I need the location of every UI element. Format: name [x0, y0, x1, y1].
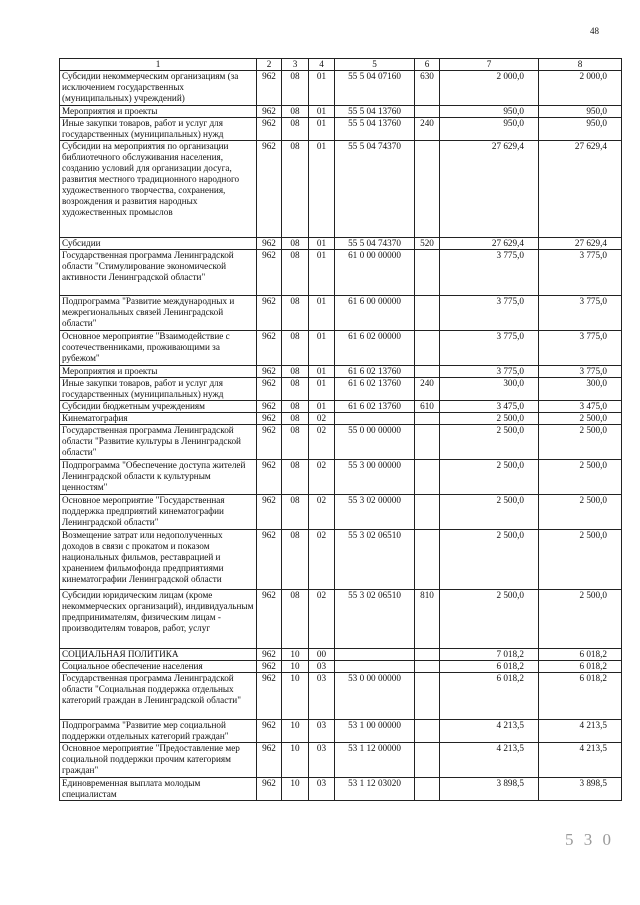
row-sum-1-cell: 3 775,0 — [440, 366, 539, 378]
row-name-cell: Основное мероприятие "Предоставление мер социальной поддержки прочим категориям граждан" — [60, 743, 257, 778]
row-target-article-cell: 53 1 12 00000 — [335, 743, 415, 778]
row-subsection-cell: 03 — [309, 673, 335, 720]
row-grbs-cell: 962 — [257, 141, 282, 238]
row-name-cell: Субсидии на мероприятия по организации библиотечного обслуживания населения, созданию условий для организации досуга, развития местного традиционного народного художественного творчества, сохранения, возрождения и развития народных художественных промыслов — [60, 141, 257, 238]
row-grbs-cell: 962 — [257, 296, 282, 331]
row-grbs-cell: 962 — [257, 530, 282, 590]
table-row — [60, 530, 622, 590]
row-subsection-cell: 02 — [309, 460, 335, 495]
table-row — [60, 378, 622, 401]
row-sum-1-cell: 4 213,5 — [440, 720, 539, 743]
row-expense-type-cell — [415, 331, 440, 366]
row-sum-2-cell: 6 018,2 — [539, 673, 622, 720]
row-subsection-cell: 02 — [309, 413, 335, 425]
row-name-cell: Субсидии бюджетным учреждениям — [60, 401, 257, 413]
row-sum-2-cell: 3 475,0 — [539, 401, 622, 413]
row-sum-2-cell: 6 018,2 — [539, 661, 622, 673]
row-sum-1-cell: 3 775,0 — [440, 250, 539, 296]
row-sum-1-cell: 2 500,0 — [440, 425, 539, 460]
row-subsection-cell: 01 — [309, 71, 335, 106]
table-row — [60, 778, 622, 801]
row-subsection-cell: 01 — [309, 250, 335, 296]
table-row — [60, 238, 622, 250]
row-expense-type-cell: 240 — [415, 378, 440, 401]
row-sum-1-cell: 4 213,5 — [440, 743, 539, 778]
row-sum-1-cell: 27 629,4 — [440, 238, 539, 250]
row-grbs-cell: 962 — [257, 661, 282, 673]
row-subsection-cell: 03 — [309, 778, 335, 801]
row-expense-type-cell — [415, 250, 440, 296]
row-subsection-cell: 01 — [309, 378, 335, 401]
row-target-article-cell: 55 5 04 74370 — [335, 141, 415, 238]
row-sum-1-cell: 950,0 — [440, 106, 539, 118]
row-target-article-cell — [335, 661, 415, 673]
row-expense-type-cell — [415, 778, 440, 801]
row-section-cell: 08 — [282, 590, 309, 649]
row-expense-type-cell — [415, 743, 440, 778]
row-sum-2-cell: 27 629,4 — [539, 141, 622, 238]
row-subsection-cell: 02 — [309, 425, 335, 460]
table-row — [60, 141, 622, 238]
row-target-article-cell: 61 6 02 13760 — [335, 366, 415, 378]
row-subsection-cell: 01 — [309, 296, 335, 331]
row-expense-type-cell — [415, 661, 440, 673]
row-expense-type-cell — [415, 649, 440, 661]
table-body — [60, 71, 622, 801]
row-section-cell: 08 — [282, 378, 309, 401]
row-grbs-cell: 962 — [257, 366, 282, 378]
row-target-article-cell: 55 5 04 74370 — [335, 238, 415, 250]
row-sum-1-cell: 950,0 — [440, 118, 539, 141]
row-grbs-cell: 962 — [257, 378, 282, 401]
header-cell: 8 — [539, 59, 622, 71]
row-name-cell: Иные закупки товаров, работ и услуг для государственных (муниципальных) нужд — [60, 378, 257, 401]
row-name-cell: Государственная программа Ленинградской области "Развитие культуры в Ленинградской области" — [60, 425, 257, 460]
row-subsection-cell: 01 — [309, 238, 335, 250]
row-sum-2-cell: 3 775,0 — [539, 296, 622, 331]
row-expense-type-cell — [415, 495, 440, 530]
row-target-article-cell: 55 5 04 07160 — [335, 71, 415, 106]
row-section-cell: 08 — [282, 118, 309, 141]
row-target-article-cell: 55 3 02 06510 — [335, 590, 415, 649]
row-sum-1-cell: 7 018,2 — [440, 649, 539, 661]
row-sum-2-cell: 300,0 — [539, 378, 622, 401]
row-section-cell: 08 — [282, 250, 309, 296]
row-name-cell: Подпрограмма "Обеспечение доступа жителей Ленинградской области к культурным ценностям" — [60, 460, 257, 495]
row-sum-2-cell: 6 018,2 — [539, 649, 622, 661]
table-row — [60, 425, 622, 460]
row-sum-1-cell: 3 775,0 — [440, 331, 539, 366]
row-sum-1-cell: 2 500,0 — [440, 530, 539, 590]
row-name-cell: Иные закупки товаров, работ и услуг для государственных (муниципальных) нужд — [60, 118, 257, 141]
table-row — [60, 106, 622, 118]
table-row — [60, 366, 622, 378]
row-section-cell: 08 — [282, 530, 309, 590]
row-expense-type-cell — [415, 720, 440, 743]
row-grbs-cell: 962 — [257, 778, 282, 801]
row-expense-type-cell — [415, 460, 440, 495]
row-target-article-cell: 61 6 00 00000 — [335, 296, 415, 331]
row-name-cell: Подпрограмма "Развитие международных и межрегиональных связей Ленинградской области" — [60, 296, 257, 331]
archive-stamp: 5 3 0 — [565, 830, 614, 849]
row-section-cell: 08 — [282, 71, 309, 106]
row-section-cell: 08 — [282, 413, 309, 425]
row-subsection-cell: 03 — [309, 743, 335, 778]
header-cell: 5 — [335, 59, 415, 71]
row-grbs-cell: 962 — [257, 106, 282, 118]
row-name-cell: Мероприятия и проекты — [60, 106, 257, 118]
page-number: 48 — [590, 26, 599, 36]
row-subsection-cell: 02 — [309, 530, 335, 590]
table-row — [60, 460, 622, 495]
row-grbs-cell: 962 — [257, 720, 282, 743]
row-subsection-cell: 01 — [309, 366, 335, 378]
row-sum-2-cell: 950,0 — [539, 118, 622, 141]
row-section-cell: 08 — [282, 296, 309, 331]
row-section-cell: 10 — [282, 743, 309, 778]
row-section-cell: 08 — [282, 401, 309, 413]
row-target-article-cell: 53 1 00 00000 — [335, 720, 415, 743]
row-section-cell: 08 — [282, 331, 309, 366]
row-target-article-cell: 55 5 04 13760 — [335, 118, 415, 141]
row-sum-2-cell: 2 500,0 — [539, 590, 622, 649]
row-grbs-cell: 962 — [257, 425, 282, 460]
row-grbs-cell: 962 — [257, 250, 282, 296]
row-sum-2-cell: 3 775,0 — [539, 250, 622, 296]
table-row — [60, 331, 622, 366]
row-target-article-cell: 55 3 00 00000 — [335, 460, 415, 495]
row-name-cell: СОЦИАЛЬНАЯ ПОЛИТИКА — [60, 649, 257, 661]
row-subsection-cell: 01 — [309, 401, 335, 413]
row-sum-1-cell: 2 500,0 — [440, 460, 539, 495]
header-row — [60, 59, 622, 71]
table-row — [60, 413, 622, 425]
row-name-cell: Субсидии — [60, 238, 257, 250]
row-sum-2-cell: 3 775,0 — [539, 331, 622, 366]
row-sum-2-cell: 2 000,0 — [539, 71, 622, 106]
row-sum-2-cell: 3 898,5 — [539, 778, 622, 801]
row-name-cell: Государственная программа Ленинградской области "Социальная поддержка отдельных категорий граждан в Ленинградской области" — [60, 673, 257, 720]
row-grbs-cell: 962 — [257, 743, 282, 778]
row-section-cell: 10 — [282, 673, 309, 720]
row-target-article-cell — [335, 649, 415, 661]
row-section-cell: 08 — [282, 495, 309, 530]
row-sum-1-cell: 2 000,0 — [440, 71, 539, 106]
row-expense-type-cell: 630 — [415, 71, 440, 106]
row-grbs-cell: 962 — [257, 413, 282, 425]
row-sum-2-cell: 4 213,5 — [539, 720, 622, 743]
row-subsection-cell: 01 — [309, 141, 335, 238]
row-target-article-cell: 55 5 04 13760 — [335, 106, 415, 118]
row-name-cell: Основное мероприятие "Взаимодействие с соотечественниками, проживающими за рубежом" — [60, 331, 257, 366]
row-sum-2-cell: 950,0 — [539, 106, 622, 118]
row-target-article-cell: 55 3 02 00000 — [335, 495, 415, 530]
row-target-article-cell: 61 6 02 00000 — [335, 331, 415, 366]
row-subsection-cell: 01 — [309, 331, 335, 366]
row-section-cell: 10 — [282, 778, 309, 801]
row-grbs-cell: 962 — [257, 238, 282, 250]
header-cell: 6 — [415, 59, 440, 71]
table-row — [60, 250, 622, 296]
table-row — [60, 401, 622, 413]
header-cell: 1 — [60, 59, 257, 71]
header-cell: 2 — [257, 59, 282, 71]
row-section-cell: 10 — [282, 649, 309, 661]
row-target-article-cell: 55 0 00 00000 — [335, 425, 415, 460]
row-target-article-cell — [335, 413, 415, 425]
row-sum-1-cell: 6 018,2 — [440, 673, 539, 720]
row-section-cell: 10 — [282, 661, 309, 673]
row-sum-1-cell: 2 500,0 — [440, 590, 539, 649]
row-subsection-cell: 03 — [309, 720, 335, 743]
row-target-article-cell: 61 0 00 00000 — [335, 250, 415, 296]
table-row — [60, 71, 622, 106]
row-section-cell: 08 — [282, 106, 309, 118]
table-row — [60, 649, 622, 661]
row-expense-type-cell: 240 — [415, 118, 440, 141]
table-row — [60, 673, 622, 720]
row-expense-type-cell — [415, 673, 440, 720]
table-row — [60, 495, 622, 530]
row-section-cell: 10 — [282, 720, 309, 743]
row-grbs-cell: 962 — [257, 495, 282, 530]
row-subsection-cell: 01 — [309, 118, 335, 141]
row-sum-1-cell: 27 629,4 — [440, 141, 539, 238]
row-name-cell: Субсидии юридическим лицам (кроме некоммерческих организаций), индивидуальным предпринимателям, физическим лицам - производителям товаров, работ, услуг — [60, 590, 257, 649]
row-expense-type-cell — [415, 141, 440, 238]
row-sum-2-cell: 4 213,5 — [539, 743, 622, 778]
row-grbs-cell: 962 — [257, 331, 282, 366]
row-sum-2-cell: 3 775,0 — [539, 366, 622, 378]
row-target-article-cell: 53 0 00 00000 — [335, 673, 415, 720]
row-name-cell: Единовременная выплата молодым специалистам — [60, 778, 257, 801]
row-grbs-cell: 962 — [257, 460, 282, 495]
header-cell: 7 — [440, 59, 539, 71]
row-expense-type-cell — [415, 413, 440, 425]
row-sum-1-cell: 300,0 — [440, 378, 539, 401]
row-sum-2-cell: 2 500,0 — [539, 425, 622, 460]
row-sum-2-cell: 2 500,0 — [539, 413, 622, 425]
row-grbs-cell: 962 — [257, 649, 282, 661]
row-name-cell: Мероприятия и проекты — [60, 366, 257, 378]
row-expense-type-cell — [415, 106, 440, 118]
row-sum-2-cell: 2 500,0 — [539, 530, 622, 590]
row-name-cell: Подпрограмма "Развитие мер социальной поддержки отдельных категорий граждан" — [60, 720, 257, 743]
table-row — [60, 296, 622, 331]
row-sum-1-cell: 2 500,0 — [440, 495, 539, 530]
table-row — [60, 590, 622, 649]
row-target-article-cell: 53 1 12 03020 — [335, 778, 415, 801]
row-sum-2-cell: 27 629,4 — [539, 238, 622, 250]
row-name-cell: Социальное обеспечение населения — [60, 661, 257, 673]
row-expense-type-cell — [415, 296, 440, 331]
row-name-cell: Государственная программа Ленинградской области "Стимулирование экономической активности Ленинградской области" — [60, 250, 257, 296]
table-row — [60, 743, 622, 778]
row-sum-1-cell: 3 775,0 — [440, 296, 539, 331]
row-section-cell: 08 — [282, 425, 309, 460]
row-subsection-cell: 00 — [309, 649, 335, 661]
row-section-cell: 08 — [282, 366, 309, 378]
row-expense-type-cell — [415, 366, 440, 378]
row-subsection-cell: 02 — [309, 590, 335, 649]
row-expense-type-cell — [415, 425, 440, 460]
header-cell: 3 — [282, 59, 309, 71]
row-sum-1-cell: 3 475,0 — [440, 401, 539, 413]
table-row — [60, 720, 622, 743]
row-grbs-cell: 962 — [257, 118, 282, 141]
row-grbs-cell: 962 — [257, 401, 282, 413]
row-expense-type-cell: 810 — [415, 590, 440, 649]
row-expense-type-cell: 610 — [415, 401, 440, 413]
row-expense-type-cell — [415, 530, 440, 590]
row-target-article-cell: 55 3 02 06510 — [335, 530, 415, 590]
table-row — [60, 661, 622, 673]
row-section-cell: 08 — [282, 460, 309, 495]
table-row — [60, 118, 622, 141]
row-sum-1-cell: 3 898,5 — [440, 778, 539, 801]
row-section-cell: 08 — [282, 141, 309, 238]
row-subsection-cell: 01 — [309, 106, 335, 118]
row-sum-2-cell: 2 500,0 — [539, 495, 622, 530]
row-sum-2-cell: 2 500,0 — [539, 460, 622, 495]
row-subsection-cell: 02 — [309, 495, 335, 530]
row-subsection-cell: 03 — [309, 661, 335, 673]
row-sum-1-cell: 6 018,2 — [440, 661, 539, 673]
row-name-cell: Возмещение затрат или недополученных доходов в связи с прокатом и показом национальных фильмов, реставрацией и хранением фильмофонда предприятиями кинематографии Ленинградской области — [60, 530, 257, 590]
row-section-cell: 08 — [282, 238, 309, 250]
row-name-cell: Кинематография — [60, 413, 257, 425]
row-name-cell: Основное мероприятие "Государственная поддержка предприятий кинематографии Ленинградской области" — [60, 495, 257, 530]
row-grbs-cell: 962 — [257, 71, 282, 106]
row-grbs-cell: 962 — [257, 673, 282, 720]
row-target-article-cell: 61 6 02 13760 — [335, 401, 415, 413]
row-target-article-cell: 61 6 02 13760 — [335, 378, 415, 401]
row-expense-type-cell: 520 — [415, 238, 440, 250]
budget-table — [59, 58, 622, 801]
row-name-cell: Субсидии некоммерческим организациям (за исключением государственных (муниципальных) учреждений) — [60, 71, 257, 106]
header-cell: 4 — [309, 59, 335, 71]
row-grbs-cell: 962 — [257, 590, 282, 649]
row-sum-1-cell: 2 500,0 — [440, 413, 539, 425]
